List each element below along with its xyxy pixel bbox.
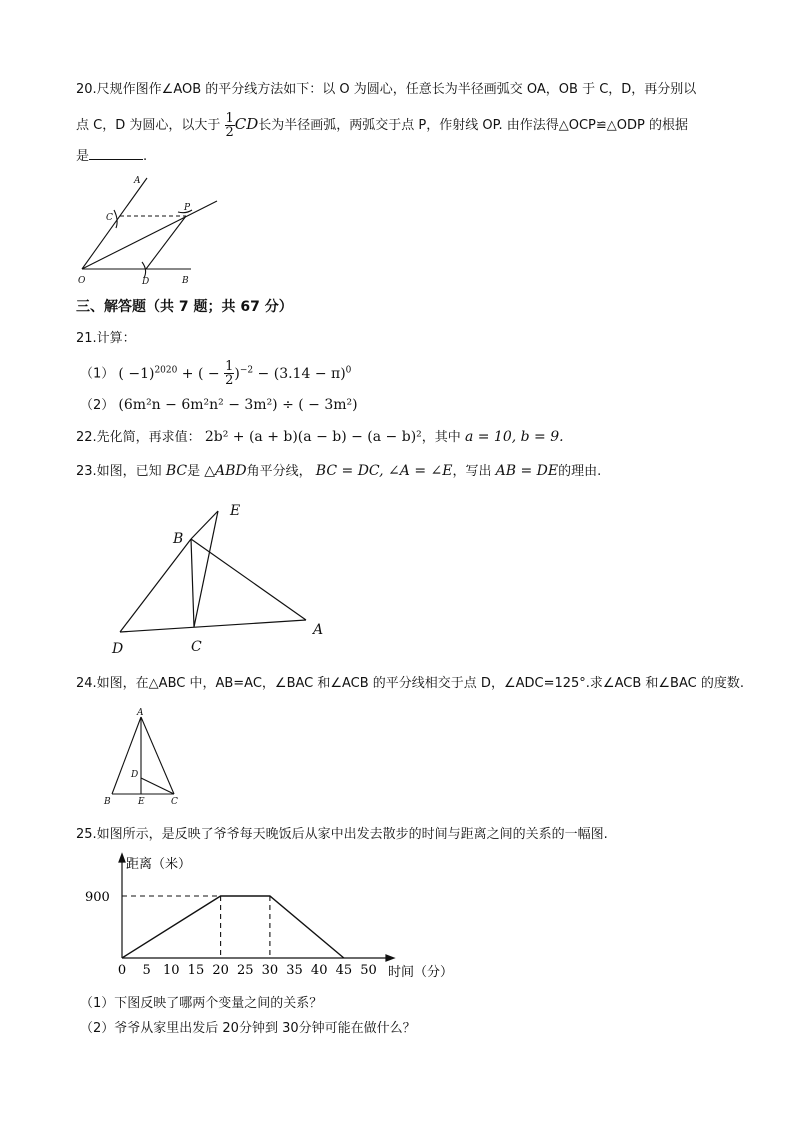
- x-tick-40: 40: [310, 963, 328, 978]
- q21-title: 21.计算：: [76, 331, 136, 346]
- segment-da: [120, 620, 306, 632]
- label-c: C: [106, 213, 113, 223]
- label-d: D: [112, 641, 124, 657]
- label-a: A: [313, 622, 324, 638]
- label-p: P: [184, 203, 191, 213]
- q21-p1-d: − (3.14 − π): [253, 365, 346, 382]
- label-c: C: [191, 639, 202, 655]
- q21-p1-a: ( −1): [118, 365, 155, 382]
- q24-figure: [100, 704, 190, 808]
- q21-p1-exp3: 0: [345, 364, 352, 375]
- q23-t4: 的理由.: [558, 464, 602, 479]
- x-tick-5: 5: [142, 963, 151, 978]
- q23-tri: △ABD: [204, 463, 247, 479]
- segment-db: [120, 539, 191, 632]
- ray-oa: [82, 178, 147, 269]
- q20-line1: 20.尺规作图作∠AOB 的平分线方法如下：以 O 为圆心，任意长为半径画弧交 OA，OB 于 C，D，再分别以: [76, 82, 697, 97]
- q20-cd: CD: [234, 115, 259, 133]
- q23-t2: 角平分线，: [246, 464, 312, 479]
- q23-t3: ，写出: [452, 464, 492, 479]
- segment-ba: [191, 539, 306, 620]
- x-tick-50: 50: [360, 963, 377, 978]
- q23-figure: [106, 498, 336, 658]
- segment-dc: [141, 778, 174, 794]
- y-tick-label: 900: [85, 890, 110, 905]
- q20-fraction: [225, 112, 235, 139]
- q25-sub1: （1）下图反映了哪两个变量之间的关系？: [80, 996, 323, 1011]
- x-tick-25: 25: [236, 963, 254, 978]
- q23-prefix: 23.如图，已知: [76, 464, 162, 479]
- arc-d: [142, 262, 146, 278]
- x-tick-20: 20: [212, 963, 229, 978]
- q20-frac-den: 2: [225, 125, 234, 140]
- q22-prefix: 22.先化简，再求值：: [76, 430, 201, 445]
- x-tick-30: 30: [261, 963, 279, 978]
- q22-mid: ，其中: [421, 430, 461, 445]
- x-axis-arrow: [386, 955, 394, 961]
- q20-line3-text: 是: [76, 149, 90, 164]
- q21-p2-expr: (6m²n − 6m²n² − 3m²) ÷ ( − 3m²): [118, 397, 358, 413]
- segment-ac: [141, 717, 174, 794]
- q22-cond: a = 10, b = 9.: [464, 429, 564, 445]
- section-heading: 三、解答题（共 7 题；共 67 分）: [76, 299, 293, 315]
- q23-cond: BC = DC, ∠A = ∠E: [315, 463, 453, 479]
- x-tick-45: 45: [335, 963, 353, 978]
- q23-bc: BC: [165, 463, 188, 479]
- x-tick-labels: [118, 963, 377, 978]
- q20-figure: [74, 172, 224, 288]
- q21-p1-b: + ( −: [177, 365, 225, 382]
- q21-p1-fnum: 1: [225, 359, 234, 374]
- q21-p1-frac: [224, 360, 234, 387]
- x-tick-15: 15: [187, 963, 205, 978]
- label-b: B: [173, 531, 184, 547]
- x-tick-35: 35: [286, 963, 303, 978]
- q25-sub2: （2）爷爷从家里出发后 20分钟到 30分钟可能在做什么？: [80, 1021, 416, 1036]
- x-axis-label: 时间（分）: [388, 965, 454, 980]
- q25-chart: [76, 852, 466, 982]
- q20-line2: [76, 112, 688, 139]
- q20-line2-end: 长为半径画弧，两弧交于点 P，作射线 OP. 由作法得△OCP≌△ODP 的根据: [258, 118, 688, 133]
- segment-dp: [146, 216, 186, 269]
- label-d: D: [142, 277, 150, 287]
- segment-ce: [194, 511, 218, 627]
- x-tick-10: 10: [163, 963, 180, 978]
- label-b: B: [104, 797, 111, 807]
- q23-line: [76, 462, 601, 481]
- segment-ab: [112, 717, 141, 794]
- label-b: B: [182, 276, 189, 286]
- q23-t1: 是: [187, 464, 201, 479]
- q21-part2: [80, 396, 358, 415]
- q20-line2-start: 点 C，D 为圆心，以大于: [76, 118, 221, 133]
- distance-series-line: [122, 896, 344, 958]
- label-e: E: [230, 503, 241, 519]
- x-tick-0: 0: [117, 963, 127, 978]
- q21-p1-fden: 2: [225, 373, 234, 388]
- ray-op: [82, 201, 217, 269]
- q22-expr: 2b² + (a + b)(a − b) − (a − b)²: [204, 429, 422, 445]
- arc-c: [114, 210, 117, 228]
- label-a: A: [137, 708, 144, 718]
- q25-text: 25.如图所示，是反映了爷爷每天晚饭后从家中出发去散步的时间与距离之间的关系的一幅图.: [76, 827, 608, 842]
- q20-line3: [76, 147, 147, 166]
- q21-part1: [80, 360, 351, 387]
- q20-frac-num: 1: [225, 111, 234, 126]
- label-e: E: [138, 797, 145, 807]
- label-d: D: [131, 770, 139, 780]
- segment-be: [191, 511, 218, 539]
- q21-p1-c: ): [234, 365, 240, 382]
- q21-p2-label: （2）: [80, 398, 115, 413]
- y-axis-label: 距离（米）: [126, 857, 192, 872]
- label-o: O: [78, 276, 86, 286]
- q21-p1-expr: [118, 359, 352, 388]
- q21-p1-exp2: −2: [239, 364, 254, 375]
- y-axis-arrow: [119, 854, 125, 862]
- q20-line3-end: .: [143, 149, 148, 164]
- answer-blank[interactable]: [89, 147, 143, 160]
- q23-goal: AB = DE: [495, 463, 559, 479]
- segment-bc: [191, 539, 194, 627]
- label-c: C: [171, 797, 178, 807]
- label-a: A: [134, 176, 141, 186]
- q21-p1-exp1: 2020: [154, 364, 178, 375]
- q24-text: 24.如图，在△ABC 中，AB=AC，∠BAC 和∠ACB 的平分线相交于点 D，∠ADC=125°.求∠ACB 和∠BAC 的度数.: [76, 676, 744, 691]
- guide-lines: [122, 896, 270, 958]
- q21-p1-label: （1）: [80, 366, 115, 382]
- q22-line: [76, 428, 564, 447]
